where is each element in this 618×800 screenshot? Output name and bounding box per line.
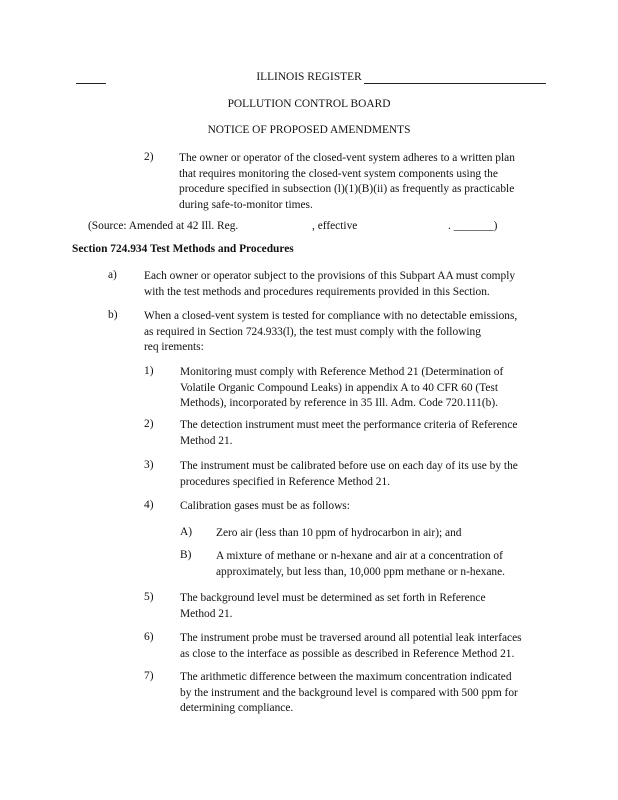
header-rule-right bbox=[364, 83, 546, 84]
board-title: POLLUTION CONTROL BOARD bbox=[227, 98, 391, 110]
item-number: 7) bbox=[144, 670, 154, 682]
subitem-label: B) bbox=[180, 549, 192, 561]
item-text: Monitoring must comply with Reference Method 21 (Determination of Volatile Organic Compound Leaks) in appendix A to 40 CFR 60 (Test Methods), incorporated by reference in 35 Ill. Adm. Code 720.111(b). bbox=[180, 366, 504, 409]
subsection-a-label: a) bbox=[108, 269, 117, 281]
item-number: 4) bbox=[144, 499, 154, 511]
header-rule-left bbox=[76, 83, 106, 84]
item-text: The arithmetic difference between the maximum concentration indicated by the instrument and the background level is compared with 500 ppm for determining compliance. bbox=[180, 671, 518, 714]
subsection-b-text: When a closed-vent system is tested for compliance with no detectable emissions, as required in Section 724.933(l), the test must comply with the following req irements: bbox=[144, 310, 518, 353]
item-text: Calibration gases must be as follows: bbox=[180, 500, 350, 512]
subitem-text: Zero air (less than 10 ppm of hydrocarbon in air); and bbox=[216, 527, 462, 539]
source-citation: (Source: Amended at 42 Ill. Reg. , effective . _______) bbox=[88, 220, 498, 232]
item-number: 3) bbox=[144, 459, 154, 471]
item-text: The owner or operator of the closed-vent system adheres to a written plan that requires monitoring the closed-vent system components using the procedure specified in subsection (l)(1)(B)(ii) as frequently as practicable during safe-to-monitor times. bbox=[179, 152, 515, 211]
subitem-text: A mixture of methane or n-hexane and air at a concentration of approximately, but less than, 10,000 ppm methane or n-hexane. bbox=[216, 550, 506, 578]
item-text: The background level must be determined as set forth in Reference Method 21. bbox=[180, 592, 486, 620]
subsection-b-label: b) bbox=[108, 309, 118, 321]
item-number: 2) bbox=[144, 418, 154, 430]
item-number: 1) bbox=[144, 365, 154, 377]
subsection-a-text: Each owner or operator subject to the provisions of this Subpart AA must comply with the test methods and procedures requirements provided in this Section. bbox=[144, 270, 516, 298]
item-text: The instrument must be calibrated before use on each day of its use by the procedures specified in Reference Method 21. bbox=[180, 460, 518, 488]
item-text: The instrument probe must be traversed around all potential leak interfaces as close to the interface as possible as described in Reference Method 21. bbox=[180, 632, 522, 660]
item-number: 5) bbox=[144, 591, 154, 603]
subitem-label: A) bbox=[180, 526, 193, 538]
section-heading: Section 724.934 Test Methods and Procedures bbox=[72, 243, 294, 255]
item-text: The detection instrument must meet the performance criteria of Reference Method 21. bbox=[180, 419, 518, 447]
item-number: 6) bbox=[144, 631, 154, 643]
item-number: 2) bbox=[144, 151, 154, 163]
register-title: ILLINOIS REGISTER bbox=[256, 71, 362, 83]
notice-title: NOTICE OF PROPOSED AMENDMENTS bbox=[207, 124, 411, 136]
